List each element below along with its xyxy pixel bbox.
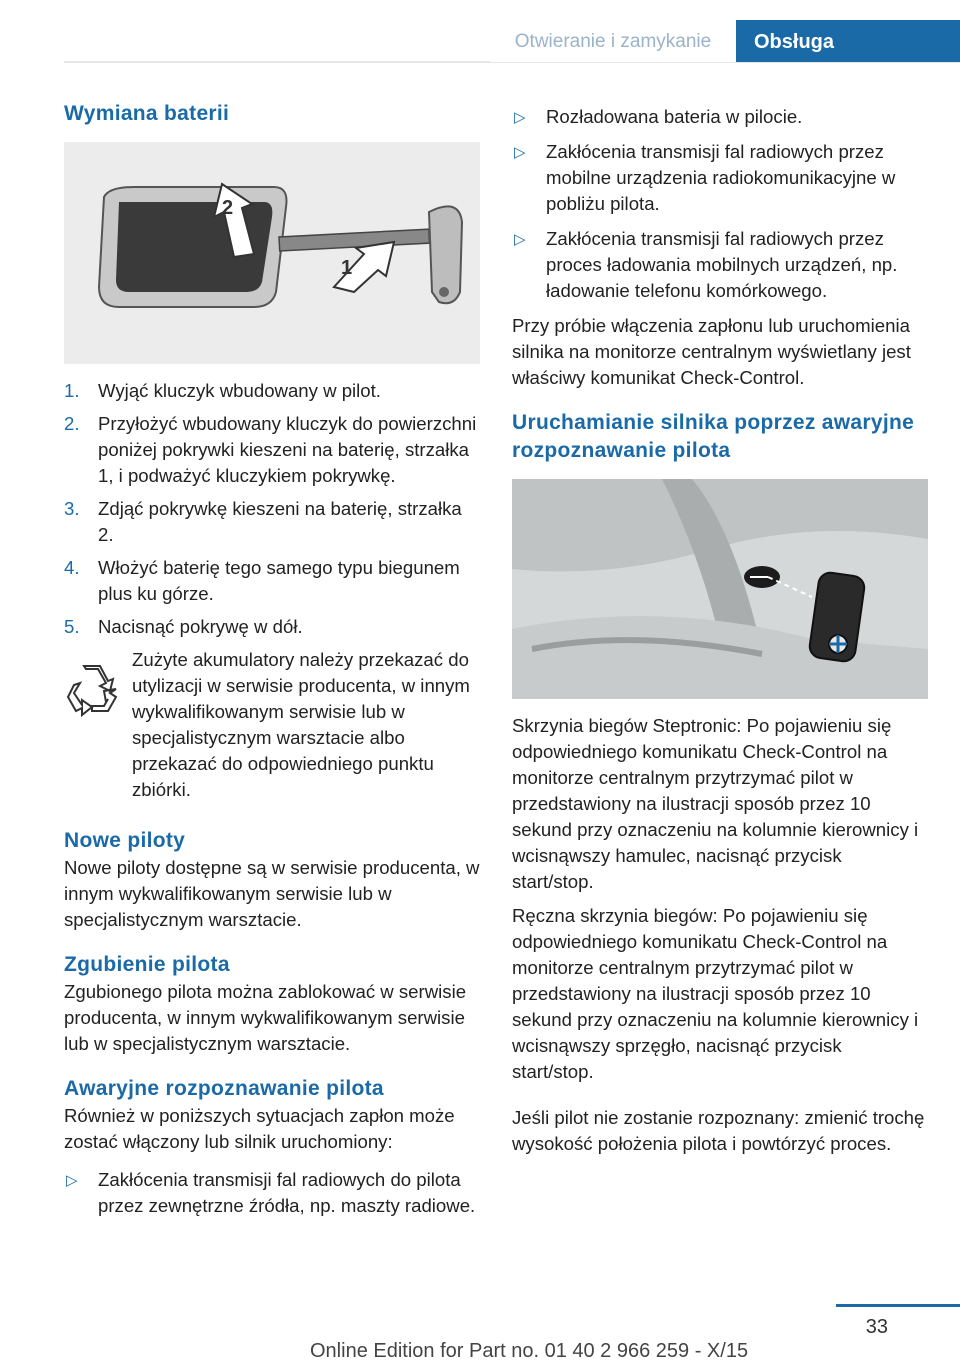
manual-gearbox-text: Ręczna skrzynia biegów: Po pojawieniu się odpowiedniego komunikatu Check-Control na monitorze centralnym przytrzymać pilot w przedstawiony na ilustracji sposób przez 10 sekund przy oznaczeniu na kolumnie kierownicy i wcisnąwszy sprzęgło, nacisnąć przycisk start/stop. xyxy=(512,905,919,1082)
list-item: 3. Zdjąć pokrywkę kieszeni na baterię, strzałka 2. xyxy=(64,498,462,545)
footer-rule xyxy=(836,1304,960,1307)
heading-start-engine: Uruchamianie silnika poprzez awaryjne rozpoznawanie pilota xyxy=(512,411,915,462)
list-item: 2. Przyłożyć wbudowany kluczyk do powierzchni poniżej pokrywki kieszeni na baterię, strzałka 1, i podważyć kluczykiem pokrywkę. xyxy=(64,413,477,486)
battery-steps xyxy=(64,378,480,640)
recycle-icon xyxy=(64,661,120,717)
recycle-text: Zużyte akumulatory należy przekazać do utylizacji w serwisie producenta, w innym wykwalifikowanym serwisie lub w specjalistycznym warsztacie albo przekazać do odpowiedniego punktu zbiórki. xyxy=(132,649,470,800)
conditions-list xyxy=(512,104,928,304)
emergency-text: Również w poniższych sytuacjach zapłon może zostać włączony lub silnik uruchomiony: xyxy=(64,1105,455,1152)
page-number: 33 xyxy=(865,1316,888,1338)
emergency-list xyxy=(64,1167,480,1219)
steering-column-figure xyxy=(512,479,928,699)
heading-battery: Wymiana baterii xyxy=(64,102,230,125)
steering-column-illustration xyxy=(512,479,928,699)
chapter-tab[interactable]: Obsługa xyxy=(736,20,960,62)
lost-remote-text: Zgubionego pilota można zablokować w serwisie producenta, w innym wykwalifikowanym serwisie lub w specjalistycznym warsztacie. xyxy=(64,981,467,1054)
triangle-bullet-icon: ▷ xyxy=(514,231,526,248)
right-column xyxy=(512,104,928,1157)
list-item: ▷ Zakłócenia transmisji fal radiowych przez proces ładowania mobilnych urządzeń, np. ładowanie telefonu komórkowego. xyxy=(514,228,898,301)
section-tab[interactable]: Otwieranie i zamykanie xyxy=(490,20,736,62)
battery-figure xyxy=(64,142,480,364)
new-remotes-text: Nowe piloty dostępne są w serwisie producenta, w innym wykwalifikowanym serwisie lub w specjalistycznym warsztacie. xyxy=(64,857,480,930)
key-battery-illustration xyxy=(64,142,480,364)
online-edition: Online Edition for Part no. 01 40 2 966 259 - X/15 xyxy=(310,1340,749,1362)
triangle-bullet-icon: ▷ xyxy=(514,109,526,126)
left-column xyxy=(64,100,480,1228)
list-item: ▷ Rozładowana bateria w pilocie. xyxy=(512,104,928,130)
not-recognized-text: Jeśli pilot nie zostanie rozpoznany: zmienić trochę wysokość położenia pilota i powtórzyć proces. xyxy=(512,1107,925,1154)
list-item: 1. Wyjąć kluczyk wbudowany w pilot. xyxy=(64,380,381,401)
heading-new-remotes: Nowe piloty xyxy=(64,829,186,852)
heading-lost-remote: Zgubienie pilota xyxy=(64,953,230,976)
triangle-bullet-icon: ▷ xyxy=(514,144,526,161)
recycle-note xyxy=(64,647,480,803)
heading-emergency: Awaryjne rozpoznawanie pilota xyxy=(64,1077,384,1100)
check-control-text: Przy próbie włączenia zapłonu lub uruchomienia silnika na monitorze centralnym wyświetlany jest właściwy komunikat Check-Control. xyxy=(512,315,911,388)
arrow-1-label: 1 xyxy=(341,257,353,279)
arrow-2-label: 2 xyxy=(222,197,234,219)
list-item: ▷ Zakłócenia transmisji fal radiowych przez mobilne urządzenia radiokomunikacyjne w pobliżu pilota. xyxy=(514,141,896,214)
triangle-bullet-icon: ▷ xyxy=(66,1172,78,1189)
steptronic-text: Skrzynia biegów Steptronic: Po pojawieniu się odpowiedniego komunikatu Check-Control na monitorze centralnym przytrzymać pilot w przedstawiony na ilustracji sposób przez 10 sekund przy oznaczeniu na kolumnie kierownicy i wcisnąwszy hamulec, nacisnąć przycisk start/stop. xyxy=(512,715,919,892)
list-item: 4. Włożyć baterię tego samego typu biegunem plus ku górze. xyxy=(64,557,460,604)
list-item: 5. Nacisnąć pokrywę w dół. xyxy=(64,616,303,637)
list-item: ▷ Zakłócenia transmisji fal radiowych do pilota przez zewnętrzne źródła, np. maszty radiowe. xyxy=(66,1169,476,1216)
